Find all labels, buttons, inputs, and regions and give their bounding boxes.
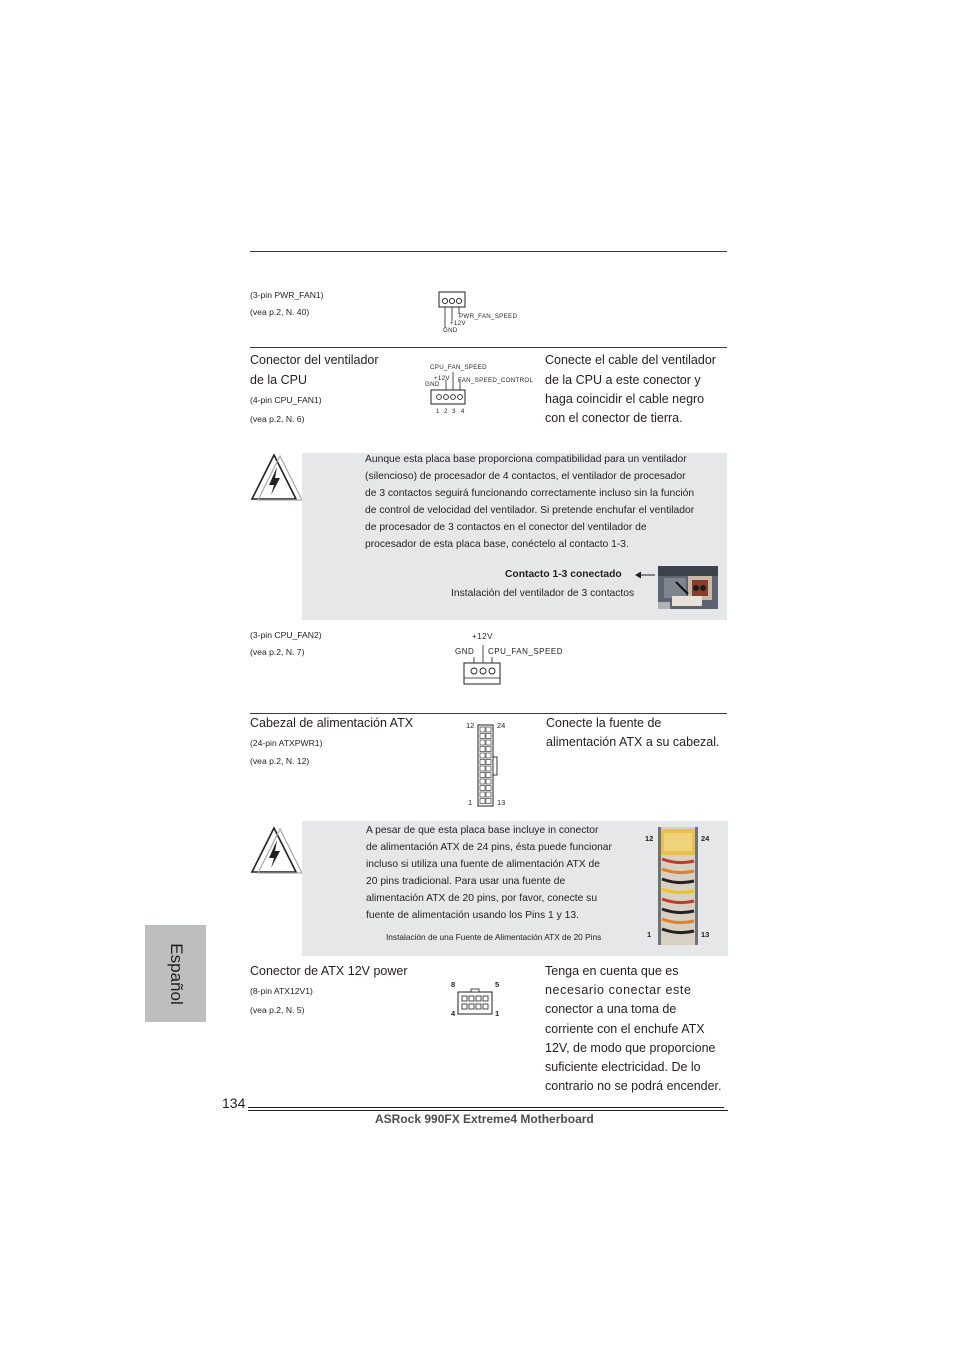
atx-pin-12: 12 [466, 721, 475, 730]
fan-install-photo [658, 566, 718, 609]
atx-pin-24: 24 [497, 721, 506, 730]
fan-note-line-2: (silencioso) de procesador de 4 contactos, el ventilador de procesador [365, 471, 686, 482]
atx-photo-pin-1: 1 [647, 930, 652, 939]
fan-note-caption: Instalación del ventilador de 3 contactos [451, 588, 635, 599]
atx-photo-pin-12: 12 [645, 834, 654, 843]
atx24-pin [480, 799, 485, 804]
cpu-fan2-diagram [460, 643, 505, 688]
atx24-pin [486, 760, 491, 765]
atx24-pin [480, 779, 485, 784]
atx24-pin [486, 779, 491, 784]
cpu-fan1-desc-4: con el conector de tierra. [545, 411, 683, 425]
pwr-fan1-pin-12v: +12V [450, 320, 466, 327]
cpu-fan2-pin-12v: +12V [472, 632, 493, 641]
atx12v-pin-1: 1 [495, 1009, 500, 1018]
atx24-pin [480, 786, 485, 791]
atx24-pin [486, 773, 491, 778]
top-rule [250, 251, 727, 252]
cpu-fan1-desc-1: Conecte el cable del ventilador [545, 353, 716, 367]
cpu-fan1-desc-3: haga coincidir el cable negro [545, 392, 705, 406]
atx24-pin [480, 773, 485, 778]
atx12v-desc-2: necesario conectar este [545, 983, 692, 997]
atx24-pin [486, 753, 491, 758]
atx24-pin [486, 747, 491, 752]
atx12v-desc-4: corriente con el enchufe ATX [545, 1022, 705, 1036]
atx24-pin [486, 740, 491, 745]
atx12v-connector-diagram [455, 987, 495, 1017]
arrow-left-icon [634, 570, 656, 580]
cpu-fan1-pin-12v: +12V [434, 375, 450, 382]
cpu-fan1-spec: (4-pin CPU_FAN1) [250, 395, 322, 405]
cpu-fan1-title-1: Conector del ventilador [250, 353, 379, 367]
cpu-fan1-diagram [425, 370, 475, 410]
section-rule [250, 347, 727, 348]
atx-note-line-4: 20 pins tradicional. Para usar una fuente de [366, 876, 566, 887]
cpu-fan2-pin-speed: CPU_FAN_SPEED [488, 647, 563, 656]
warning-icon [250, 452, 302, 502]
atx24-pin [486, 766, 491, 771]
cpu-fan1-title-2: de la CPU [250, 373, 307, 387]
atx-note-line-3: incluso si utiliza una fuente de alimentación ATX de [366, 859, 600, 870]
atx-spec: (24-pin ATXPWR1) [250, 738, 323, 748]
atx-note-caption: Instalación de una Fuente de Alimentación ATX de 20 Pins [386, 932, 602, 942]
pwr-fan1-spec: (3-pin PWR_FAN1) [250, 290, 324, 300]
atx-pin-1: 1 [468, 798, 473, 807]
atx12v-desc-7: contrario no se podrá encender. [545, 1079, 722, 1093]
cpu-fan1-pin-gnd: GND [425, 381, 440, 388]
atx-install-photo [658, 827, 698, 945]
page-number: 134 [222, 1095, 246, 1111]
footer-rule [248, 1110, 728, 1111]
atx24-pin [486, 799, 491, 804]
cpu-fan1-pin-3: 3 [452, 408, 456, 415]
atx-note-line-1: A pesar de que esta placa base incluye in conector [366, 825, 599, 836]
cpu-fan2-spec: (3-pin CPU_FAN2) [250, 630, 322, 640]
atx-note-line-5: alimentación ATX de 20 pins, por favor, conecte su [366, 893, 598, 904]
warning-icon [250, 825, 302, 875]
footer-product: ASRock 990FX Extreme4 Motherboard [375, 1112, 594, 1126]
atx24-pin [480, 740, 485, 745]
cpu-fan2-pin-gnd: GND [455, 647, 475, 656]
atx-photo-pin-24: 24 [701, 834, 710, 843]
cpu-fan1-pin-1: 1 [436, 408, 440, 415]
cpu-fan1-pin-4: 4 [461, 408, 465, 415]
atx24-pin [486, 734, 491, 739]
atx-desc-2: alimentación ATX a su cabezal. [546, 735, 720, 749]
atx12v-pin-4: 4 [451, 1009, 456, 1018]
language-tab [145, 925, 206, 1022]
atx24-pin [480, 747, 485, 752]
atx24-pin [486, 786, 491, 791]
language-tab-label: Español [166, 942, 186, 1005]
pwr-fan1-ref: (vea p.2, N. 40) [250, 307, 310, 317]
atx24-pin [480, 734, 485, 739]
pwr-fan1-pin-speed: PWR_FAN_SPEED [459, 313, 518, 320]
atx12v-ref: (vea p.2, N. 5) [250, 1005, 305, 1015]
atx-ref: (vea p.2, N. 12) [250, 756, 310, 766]
atx12v-pin-8: 8 [451, 980, 456, 989]
cpu-fan2-ref: (vea p.2, N. 7) [250, 647, 305, 657]
cpu-fan1-pin-2: 2 [444, 408, 448, 415]
cpu-fan1-pin-control: FAN_SPEED_CONTROL [458, 377, 534, 384]
atx12v-desc-1: Tenga en cuenta que es [545, 964, 679, 978]
atx12v-desc-6: suficiente electricidad. De lo [545, 1060, 701, 1074]
atx24-pin [480, 792, 485, 797]
atx24-pin [480, 766, 485, 771]
cpu-fan1-pin-speed: CPU_FAN_SPEED [430, 364, 487, 371]
atx12v-pin-5: 5 [495, 980, 500, 989]
pwr-fan1-pin-gnd: GND [443, 327, 458, 334]
atx12v-spec: (8-pin ATX12V1) [250, 986, 313, 996]
atx-note-line-6: fuente de alimentación usando los Pins 1 y 13. [366, 910, 579, 921]
atx12v-desc-5: 12V, de modo que proporcione [545, 1041, 716, 1055]
fan-note-line-3: de 3 contactos seguirá funcionando correctamente incluso sin la función [365, 488, 695, 499]
atx-photo-pin-13: 13 [701, 930, 710, 939]
atx12v-title: Conector de ATX 12V power [250, 964, 408, 978]
cpu-fan1-ref: (vea p.2, N. 6) [250, 414, 305, 424]
atx-title: Cabezal de alimentación ATX [250, 716, 414, 730]
atx-note-line-2: de alimentación ATX de 24 pins, ésta puede funcionar [366, 842, 612, 853]
footer-rule [248, 1107, 724, 1108]
atx24-pin [486, 727, 491, 732]
atx24-pin [480, 727, 485, 732]
cpu-fan1-desc-2: de la CPU a este conector y [545, 373, 701, 387]
atx24-pin [480, 753, 485, 758]
fan-note-line-5: de procesador de 3 contactos en el conector del ventilador de [365, 522, 647, 533]
atx24-pin [486, 792, 491, 797]
atx24-pin [480, 760, 485, 765]
atx24-connector-diagram [476, 723, 500, 808]
fan-note-line-6: procesador de esta placa base, conéctelo al contacto 1-3. [365, 539, 629, 550]
atx-desc-1: Conecte la fuente de [546, 716, 662, 730]
fan-note-callout: Contacto 1-3 conectado [505, 569, 622, 580]
atx12v-desc-3: conector a una toma de [545, 1002, 677, 1016]
fan-note-line-4: de control de velocidad del ventilador. Si pretende enchufar el ventilador [365, 505, 695, 516]
atx-pin-13: 13 [497, 798, 506, 807]
fan-note-line-1: Aunque esta placa base proporciona compatibilidad para un ventilador [365, 454, 687, 465]
